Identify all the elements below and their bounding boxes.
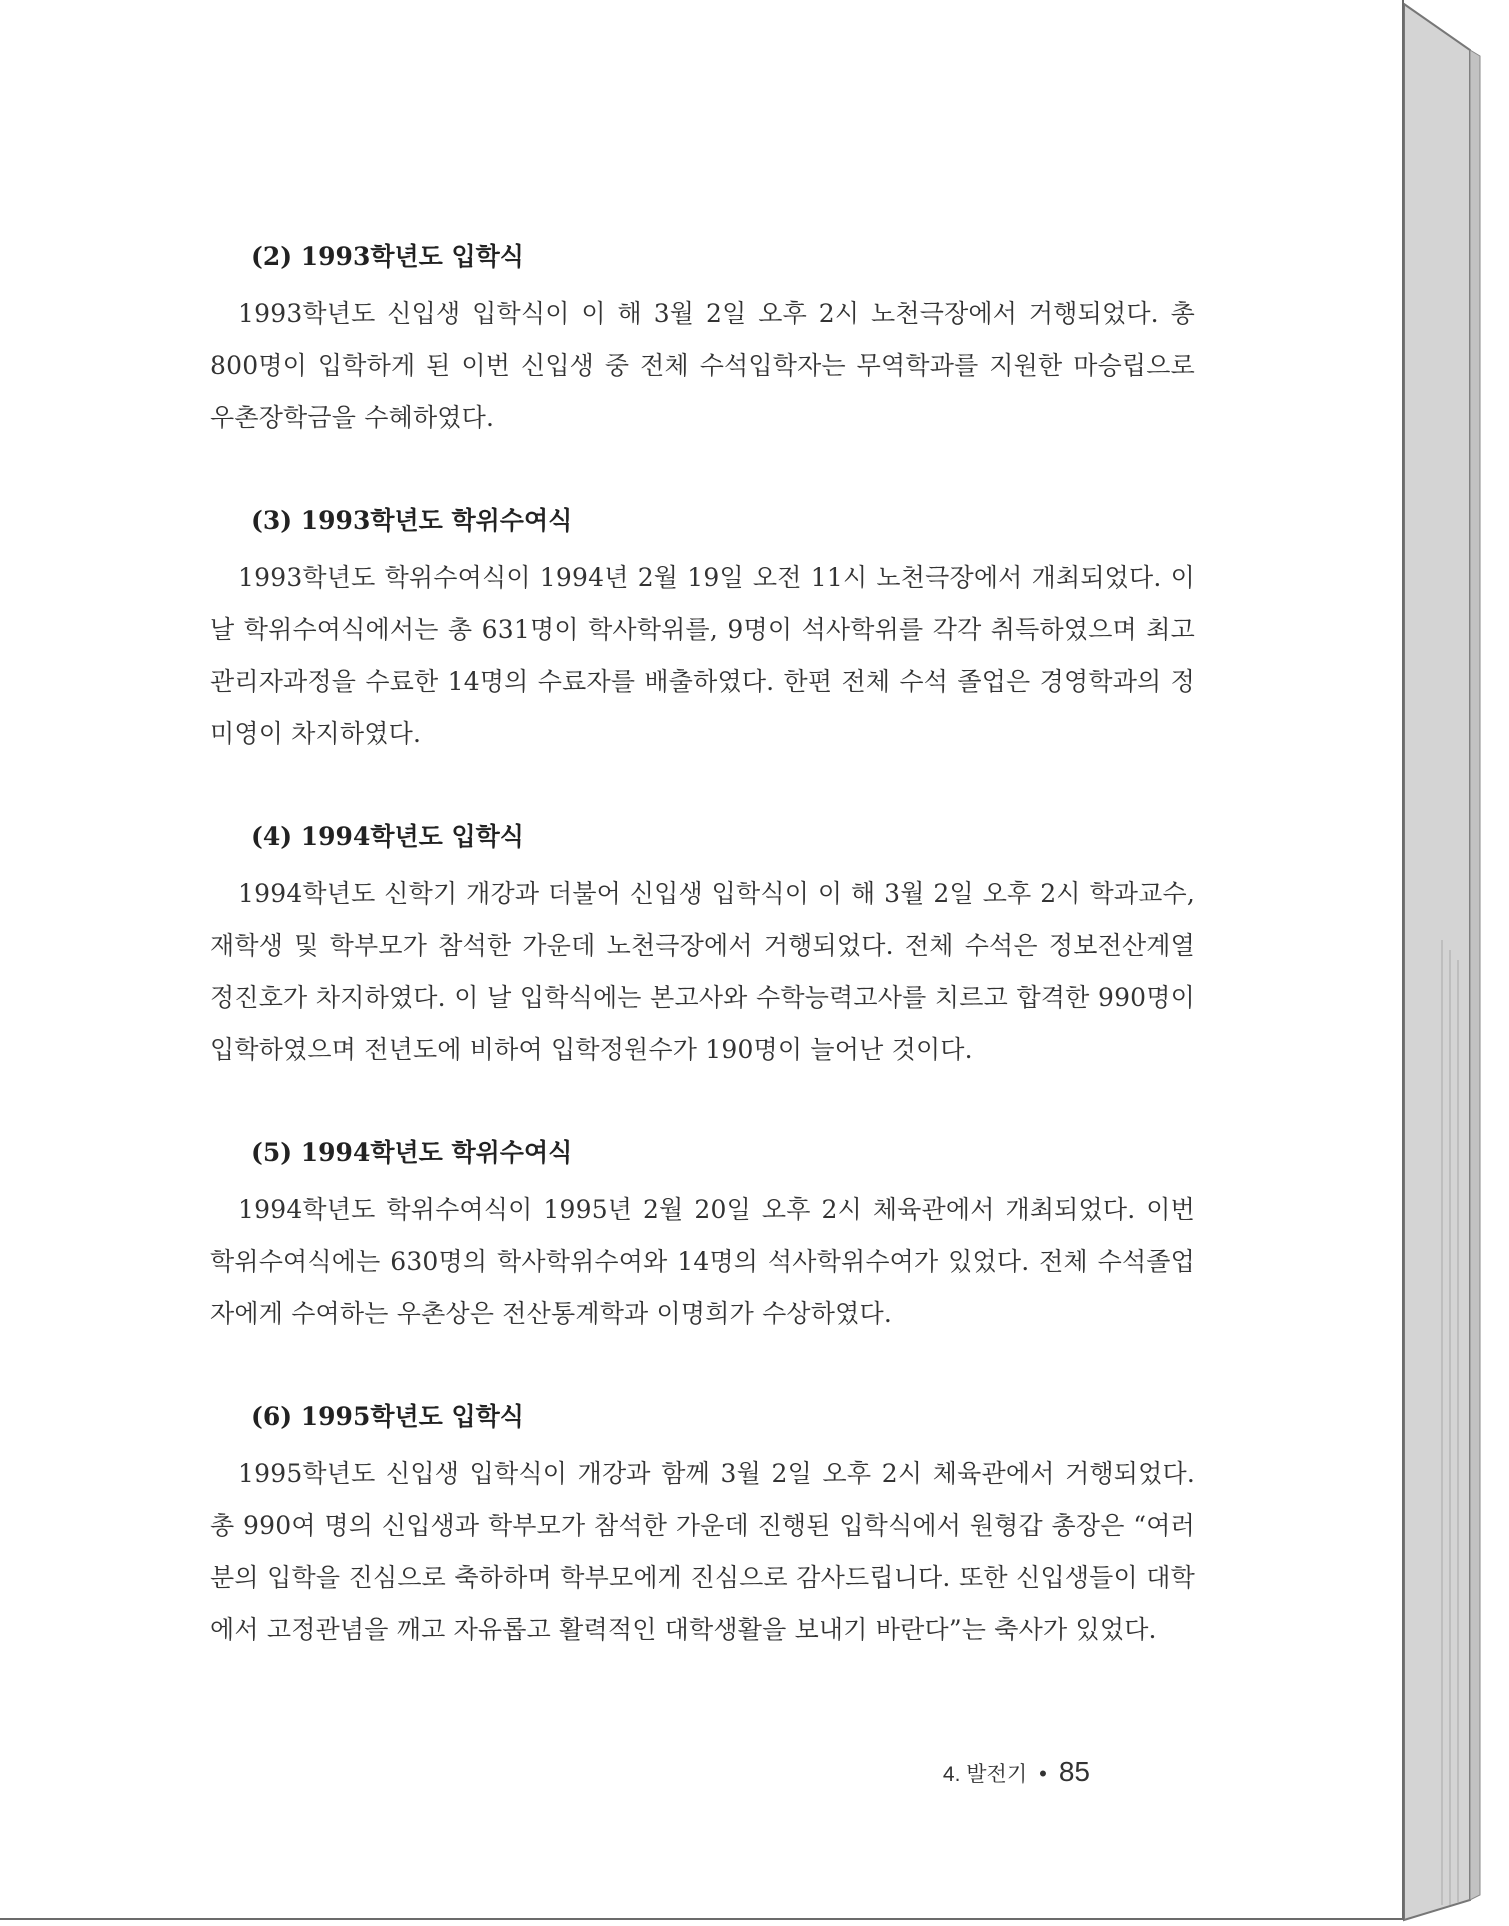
page-content bbox=[210, 232, 1195, 1708]
section-1994-graduation bbox=[210, 1128, 1195, 1340]
section-paragraph: 1993학년도 신입생 입학식이 이 해 3월 2일 오후 2시 노천극장에서 거행되었다. 총 800명이 입학하게 된 이번 신입생 중 전체 수석입학자는 무역학과를 지원한 마승립으로 우촌장학금을 수혜하였다. bbox=[210, 299, 1195, 432]
section-title: (6) 1995학년도 입학식 bbox=[251, 1402, 524, 1431]
section-title: (2) 1993학년도 입학식 bbox=[251, 242, 524, 271]
section-paragraph: 1994학년도 신학기 개강과 더불어 신입생 입학식이 이 해 3월 2일 오후 2시 학과교수, 재학생 및 학부모가 참석한 가운데 노천극장에서 거행되었다. 전체 수석은 정보전산계열 정진호가 차지하였다. 이 날 입학식에는 본고사와 수학능력고사를 치르고 합격한 990명이 입학하였으며 전년도에 비하여 입학정원수가 190명이 늘어난 것이다. bbox=[210, 879, 1195, 1064]
section-1995-admission bbox=[210, 1392, 1195, 1656]
section-paragraph: 1994학년도 학위수여식이 1995년 2월 20일 오후 2시 체육관에서 개최되었다. 이번 학위수여식에는 630명의 학사학위수여와 14명의 석사학위수여가 있었다. 전체 수석졸업자에게 수여하는 우촌상은 전산통계학과 이명희가 수상하였다. bbox=[210, 1195, 1195, 1328]
section-title: (3) 1993학년도 학위수여식 bbox=[251, 506, 573, 535]
section-1994-admission bbox=[210, 812, 1195, 1076]
section-title: (5) 1994학년도 학위수여식 bbox=[251, 1138, 573, 1167]
page-number: 85 bbox=[1058, 1756, 1090, 1787]
section-1993-admission bbox=[210, 232, 1195, 444]
section-title: (4) 1994학년도 입학식 bbox=[251, 822, 524, 851]
section-paragraph: 1995학년도 신입생 입학식이 개강과 함께 3월 2일 오후 2시 체육관에서 거행되었다. 총 990여 명의 신입생과 학부모가 참석한 가운데 진행된 입학식에서 원형갑 총장은 “여러분의 입학을 진심으로 축하하며 학부모에게 진심으로 감사드립니다. 또한 신입생들이 대학에서 고정관념을 깨고 자유롭고 활력적인 대학생활을 보내기 바란다”는 축사가 있었다. bbox=[210, 1459, 1195, 1644]
bullet-separator: • bbox=[1039, 1761, 1047, 1786]
chapter-label: 4. 발전기 bbox=[942, 1763, 1028, 1786]
page-footer bbox=[943, 1756, 1090, 1788]
book-edge bbox=[1400, 0, 1509, 1926]
section-paragraph: 1993학년도 학위수여식이 1994년 2월 19일 오전 11시 노천극장에서 개최되었다. 이 날 학위수여식에서는 총 631명이 학사학위를, 9명이 석사학위를 각각 취득하였으며 최고관리자과정을 수료한 14명의 수료자를 배출하였다. 한편 전체 수석 졸업은 경영학과의 정미영이 차지하였다. bbox=[210, 563, 1195, 748]
section-1993-graduation bbox=[210, 496, 1195, 760]
